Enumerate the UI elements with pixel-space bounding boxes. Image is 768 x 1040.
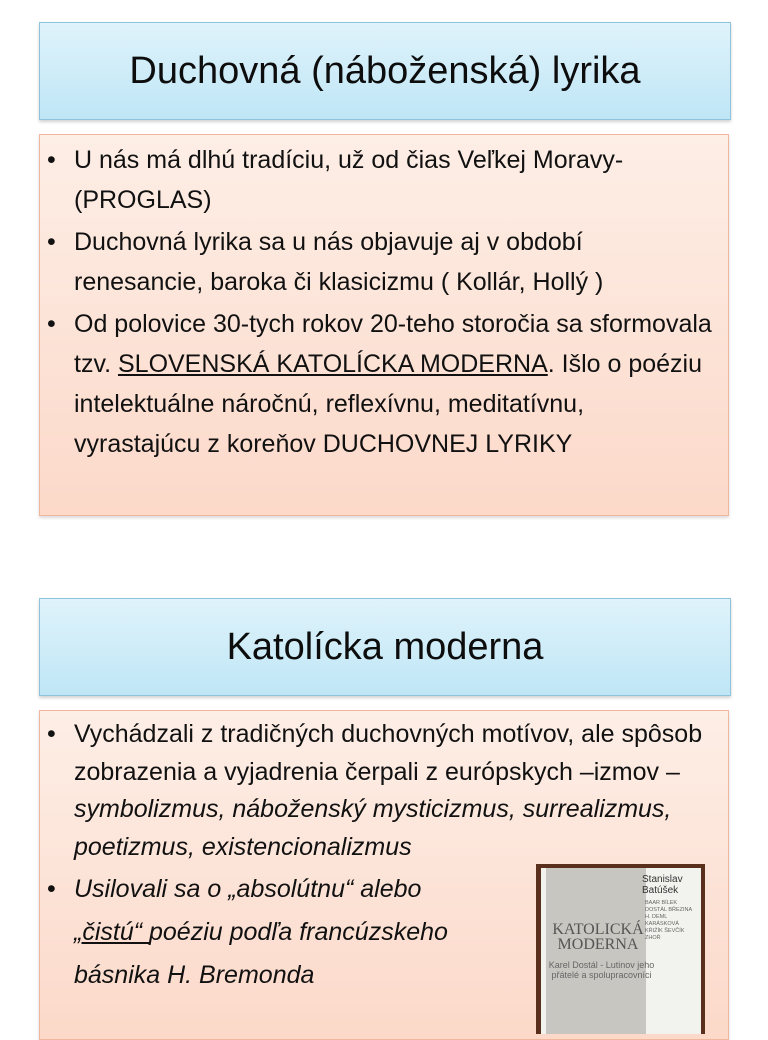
book-cover-image <box>536 864 705 1034</box>
italic-text: poéziu podľa francúzskeho básnika H. Bremonda <box>74 918 448 989</box>
underlined-term: „čistú“ <box>74 918 149 946</box>
slide2-title-bar <box>39 598 731 696</box>
bullet-icon: • <box>47 310 56 338</box>
bullet-icon: • <box>47 228 56 256</box>
book-names: BAAR BÍLEK DOSTÁL BŘEZINA H. DEML KARÁSKOVÁ KŘIŽÍK ŠEVČÍK ZHOŘ <box>645 900 692 941</box>
list-item <box>40 304 712 464</box>
bullet-icon: • <box>47 146 56 174</box>
bullet-icon: • <box>47 720 56 748</box>
list-item <box>40 222 712 302</box>
slide1-title-bar <box>39 22 731 120</box>
bullet-text: U nás má dlhú tradíciu, už od čias Veľkej Moravy- (PROGLAS) <box>74 146 624 214</box>
book-subtitle: Karel Dostál - Lutinov jeho přátelé a spolupracovníci <box>548 960 655 980</box>
book-title: KATOLICKÁ MODERNA <box>552 921 644 953</box>
slide1-content <box>39 134 729 516</box>
bullet-text: Od polovice 30-tych rokov 20-teho storočia sa sformovala tzv. <box>74 310 712 378</box>
bullet-text: Duchovná lyrika sa u nás objavuje aj v období renesancie, baroka či klasicizmu ( Kollár, Hollý ) <box>74 228 604 296</box>
slide2-title: Katolícka moderna <box>226 625 544 668</box>
bullet-text: . Išlo o poéziu intelektuálne náročnú, reflexívnu, meditatívnu, vyrastajúcu z koreňov DUCHOVNEJ LYRIKY <box>74 350 703 458</box>
book-author: Stanislav Batúšek <box>642 874 683 896</box>
bullet-text: Vychádzali z tradičných duchovných motívov, ale spôsob zobrazenia a vyjadrenia čerpali z európskych –izmov – <box>74 720 703 786</box>
list-item <box>40 140 712 220</box>
slide1-title: Duchovná (náboženská) lyrika <box>129 49 641 92</box>
italic-text: Usilovali sa o „absolútnu“ alebo <box>74 875 422 903</box>
bullet-icon: • <box>47 875 56 903</box>
slide1-bullet-list <box>40 140 712 464</box>
underlined-term: SLOVENSKÁ KATOLÍCKA MODERNA <box>117 350 548 378</box>
list-item <box>40 716 712 866</box>
italic-text: symbolizmus, náboženský mysticizmus, surrealizmus, poetizmus, existencionalizmus <box>74 795 672 861</box>
